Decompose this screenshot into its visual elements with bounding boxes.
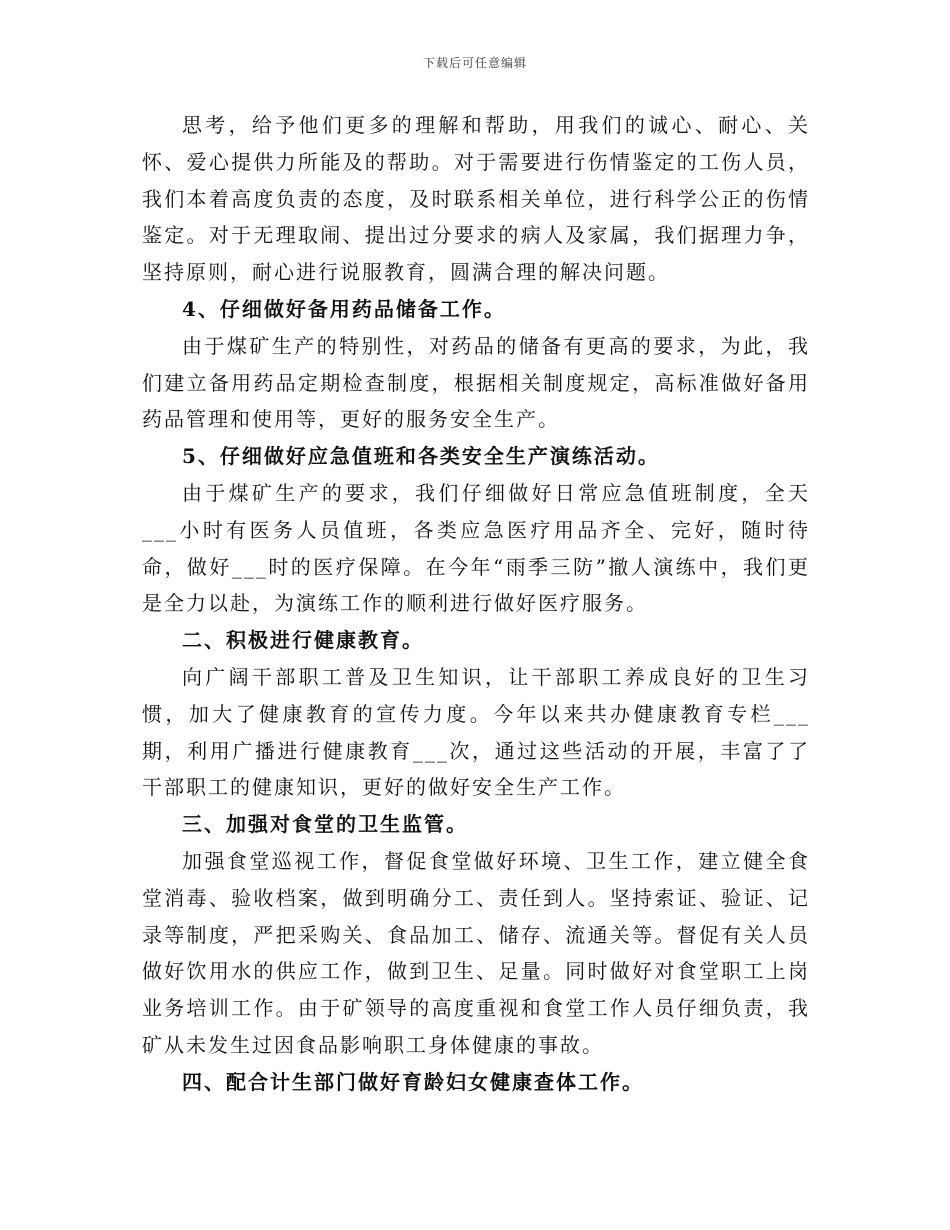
paragraph-health-education: 向广阔干部职工普及卫生知识，让干部职工养成良好的卫生习惯，加大了健康教育的宣传力度。今年以来共办健康教育专栏___期，利用广播进行健康教育___次，通过这些活动的开展，丰富了了干部职工的健康知识，更好的做好安全生产工作。 — [142, 664, 810, 800]
heading-women-health-check: 四、配合计生部门做好育龄妇女健康查体工作。 — [182, 1069, 644, 1094]
heading-emergency-duty: 5、仔细做好应急值班和各类安全生产演练活动。 — [182, 444, 660, 469]
heading-medicine-storage: 4、仔细做好备用药品储备工作。 — [182, 296, 506, 321]
paragraph-medicine-storage: 由于煤矿生产的特别性，对药品的储备有更高的要求，为此，我们建立备用药品定期检查制度，根据相关制度规定，高标准做好备用药品管理和使用等，更好的服务安全生产。 — [142, 333, 810, 432]
document-body — [142, 107, 810, 1101]
heading-canteen-supervision: 三、加强对食堂的卫生监管。 — [182, 812, 468, 837]
heading-health-education: 二、积极进行健康教育。 — [182, 628, 424, 653]
paragraph-canteen-supervision: 加强食堂巡视工作，督促食堂做好环境、卫生工作，建立健全食堂消毒、验收档案，做到明确分工、责任到人。坚持索证、验证、记录等制度，严把采购关、食品加工、储存、流通关等。督促有关人员做好饮用水的供应工作，做到卫生、足量。同时做好对食堂职工上岗业务培训工作。由于矿领导的高度重视和食堂工作人员仔细负责，我矿从未发生过因食品影响职工身体健康的事故。 — [142, 848, 810, 1057]
page-header: 下载后可任意编辑 — [422, 56, 527, 70]
paragraph-continued: 思考，给予他们更多的理解和帮助，用我们的诚心、耐心、关怀、爱心提供力所能及的帮助。对于需要进行伤情鉴定的工伤人员，我们本着高度负责的态度，及时联系相关单位，进行科学公正的伤情鉴定。对于无理取闹、提出过分要求的病人及家属，我们据理力争，坚持原则，耐心进行说服教育，圆满合理的解决问题。 — [142, 113, 810, 285]
paragraph-emergency-duty: 由于煤矿生产的要求，我们仔细做好日常应急值班制度，全天___小时有医务人员值班，各类应急医疗用品齐全、完好，随时待命，做好___时的医疗保障。在今年“雨季三防”撤人演练中，我们更是全力以赴，为演练工作的顺利进行做好医疗服务。 — [142, 480, 810, 616]
